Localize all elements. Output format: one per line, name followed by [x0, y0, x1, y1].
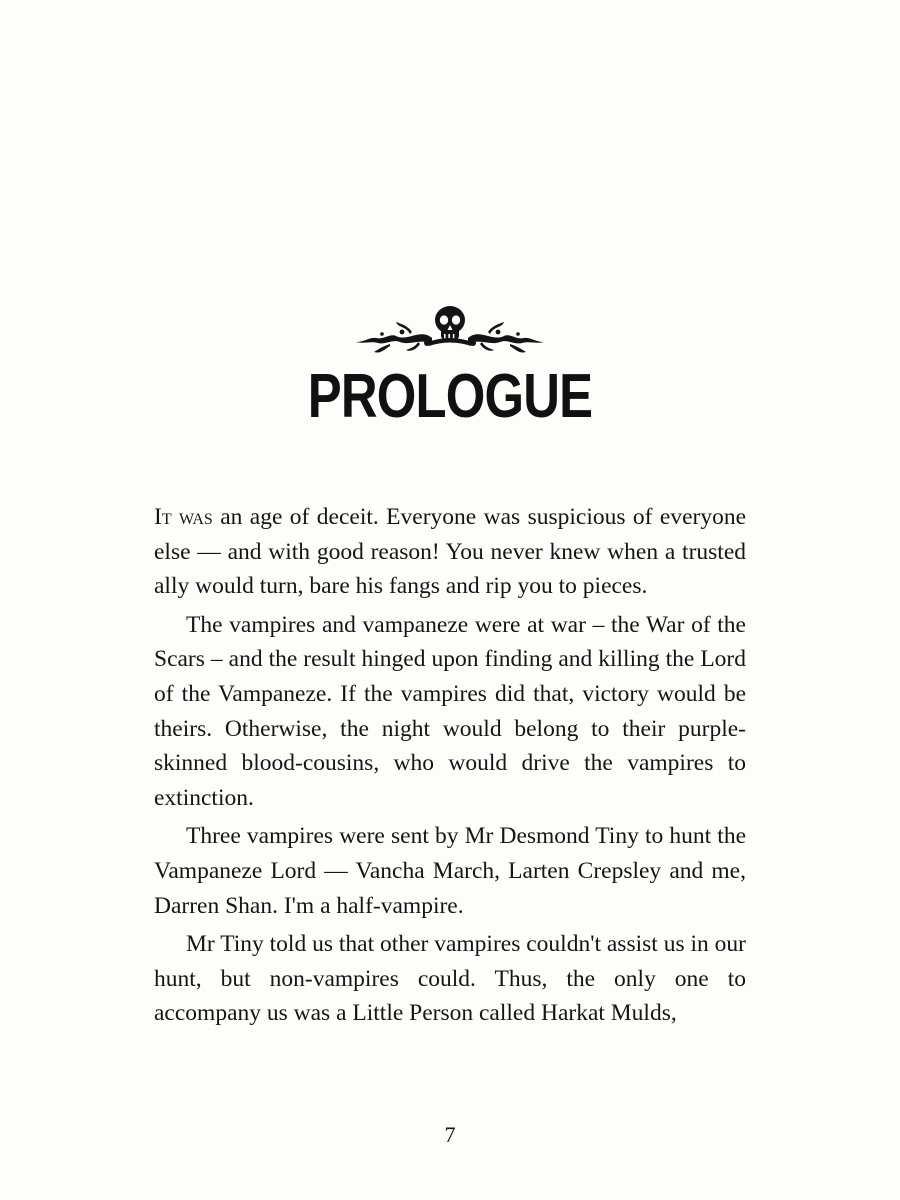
paragraph-3: Three vampires were sent by Mr Desmond Tiny to hunt the Vampaneze Lord — Vancha March, Larten Crepsley and me, Darren Shan. I'm a half-vampire. — [154, 823, 746, 919]
chapter-title: PROLOGUE — [307, 362, 593, 431]
page-number: 7 — [444, 1122, 456, 1147]
paragraph-lead-words: It was — [154, 504, 213, 530]
paragraph-text: an age of deceit. Everyone was suspicious of everyone else — and with good reason! You never knew when a trusted ally would turn, bare his fangs and rip you to pieces. — [154, 504, 746, 600]
paragraph-1 — [154, 500, 746, 604]
skull-ornament-icon — [350, 298, 550, 356]
paragraph-2: The vampires and vampaneze were at war – the War of the Scars – and the result hinged upon finding and killing the Lord of the Vampaneze. If the vampires did that, victory would be theirs. Otherwise, the night would belong to their purple-skinned blood-cousins, who would drive the vampires to extinction. — [154, 611, 746, 811]
paragraph-4: Mr Tiny told us that other vampires couldn't assist us in our hunt, but non-vampires could. Thus, the only one to accompany us was a Little Person called Harkat Mulds, — [154, 931, 746, 1027]
body-text — [154, 500, 746, 1031]
